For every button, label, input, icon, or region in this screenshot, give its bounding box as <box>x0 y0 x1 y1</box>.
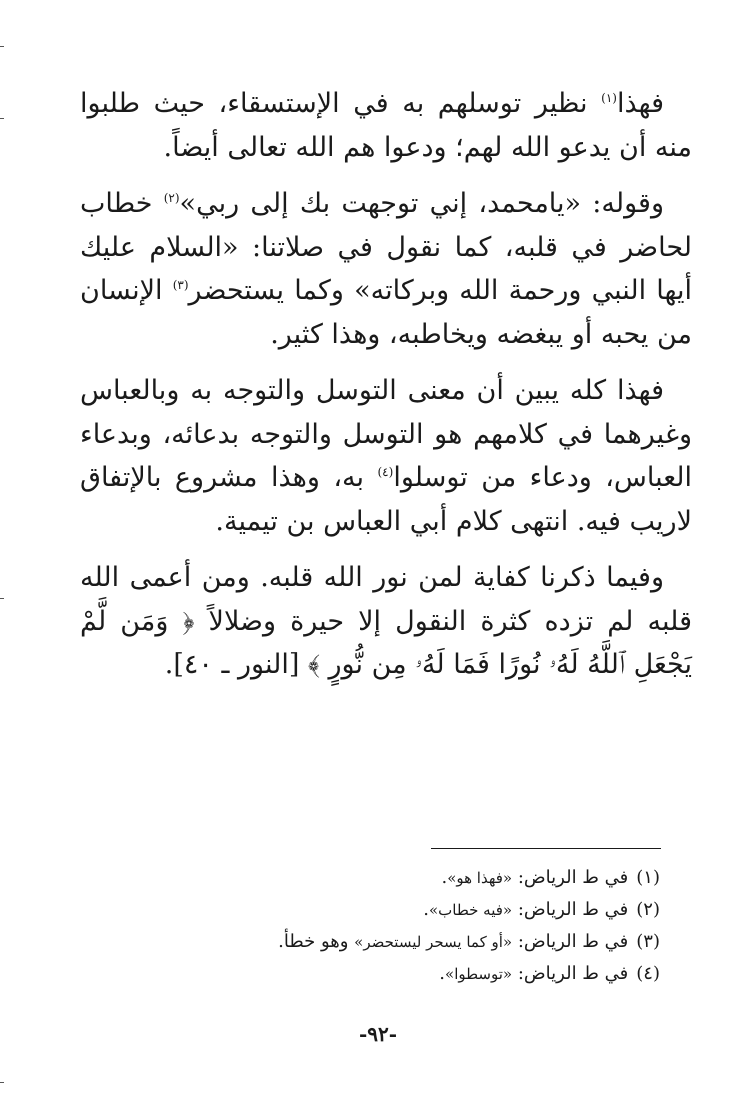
text-run: به، وهذا مشروع بالإتفاق لاريب فيه. انتهى كلام أبي العباس بن تيمية. <box>80 462 692 537</box>
footnote <box>80 926 660 958</box>
footnote-quote: «توسطوا» <box>445 965 513 983</box>
footnote-text: في ط الرياض: <box>512 899 629 920</box>
main-text <box>80 82 692 700</box>
page-number: -٩٢- <box>358 1022 398 1046</box>
footnote-text: في ط الرياض: <box>512 867 629 888</box>
text-run: الإنسان من يحبه أو يبغضه ويخاطبه، وهذا كثير. <box>80 275 692 350</box>
text-run: خطاب لحاضر في قلبه، كما نقول في صلاتنا: «السلام عليك أيها النبي ورحمة الله وبركاته» وكما يستحضر <box>80 188 692 306</box>
paragraph <box>80 82 692 169</box>
footnote-number: (٣) <box>636 931 660 952</box>
margin-tick <box>0 46 4 47</box>
footnote-text: في ط الرياض: <box>512 963 629 984</box>
footnote <box>80 958 660 990</box>
footnote <box>80 862 660 894</box>
text-run: وقوله: «يامحمد، إني توجهت بك إلى ربي» <box>179 188 664 219</box>
footnote-quote: «فيه خطاب» <box>428 901 513 919</box>
footnote-text: في ط الرياض: <box>512 931 629 952</box>
footnote-tail: وهو خطأ. <box>278 931 355 952</box>
text-run: نظير توسلهم به في الإستسقاء، حيث طلبوا منه أن يدعو الله لهم؛ ودعوا هم الله تعالى أيضاً. <box>80 88 692 163</box>
text-run: وفيما ذكرنا كفاية لمن نور الله قلبه. ومن أعمى الله قلبه لم تزده كثرة النقول إلا حيرة وضلالاً ﴿ وَمَن لَّمْ يَجْعَلِ ٱللَّهُ لَهُۥ نُورًا فَمَا لَهُۥ مِن نُّورٍ ﴾ [النور ـ ٤٠]. <box>80 562 692 680</box>
text-run: فهذا <box>616 88 664 119</box>
footnote-tail: . <box>439 963 446 984</box>
margin-tick <box>0 1082 4 1083</box>
paragraph <box>80 556 692 687</box>
footnote-marker: (٢) <box>163 191 180 205</box>
footnotes <box>80 862 660 990</box>
footnote-number: (١) <box>636 867 660 888</box>
footnote-tail: . <box>441 867 448 888</box>
footnote-marker: (٣) <box>172 278 189 292</box>
footnote-tail: . <box>423 899 429 920</box>
margin-tick <box>0 118 4 119</box>
footnote-separator <box>431 848 661 849</box>
text-run: فهذا كله يبين أن معنى التوسل والتوجه به وبالعباس وغيرهما في كلامهم هو التوسل والتوجه بدعائه، وبدعاء العباس، ودعاء من توسلوا <box>80 375 692 493</box>
footnote-quote: «فهذا هو» <box>447 869 513 887</box>
footnote-marker: (١) <box>601 91 617 105</box>
paragraph <box>80 369 692 543</box>
margin-tick <box>0 598 4 599</box>
footnote <box>80 894 660 926</box>
footnote-marker: (٤) <box>377 465 394 479</box>
footnote-quote: «أو كما يسحر ليستحضر» <box>354 933 513 951</box>
paragraph <box>80 182 692 356</box>
footnote-number: (٤) <box>636 963 660 984</box>
footnote-number: (٢) <box>636 899 660 920</box>
